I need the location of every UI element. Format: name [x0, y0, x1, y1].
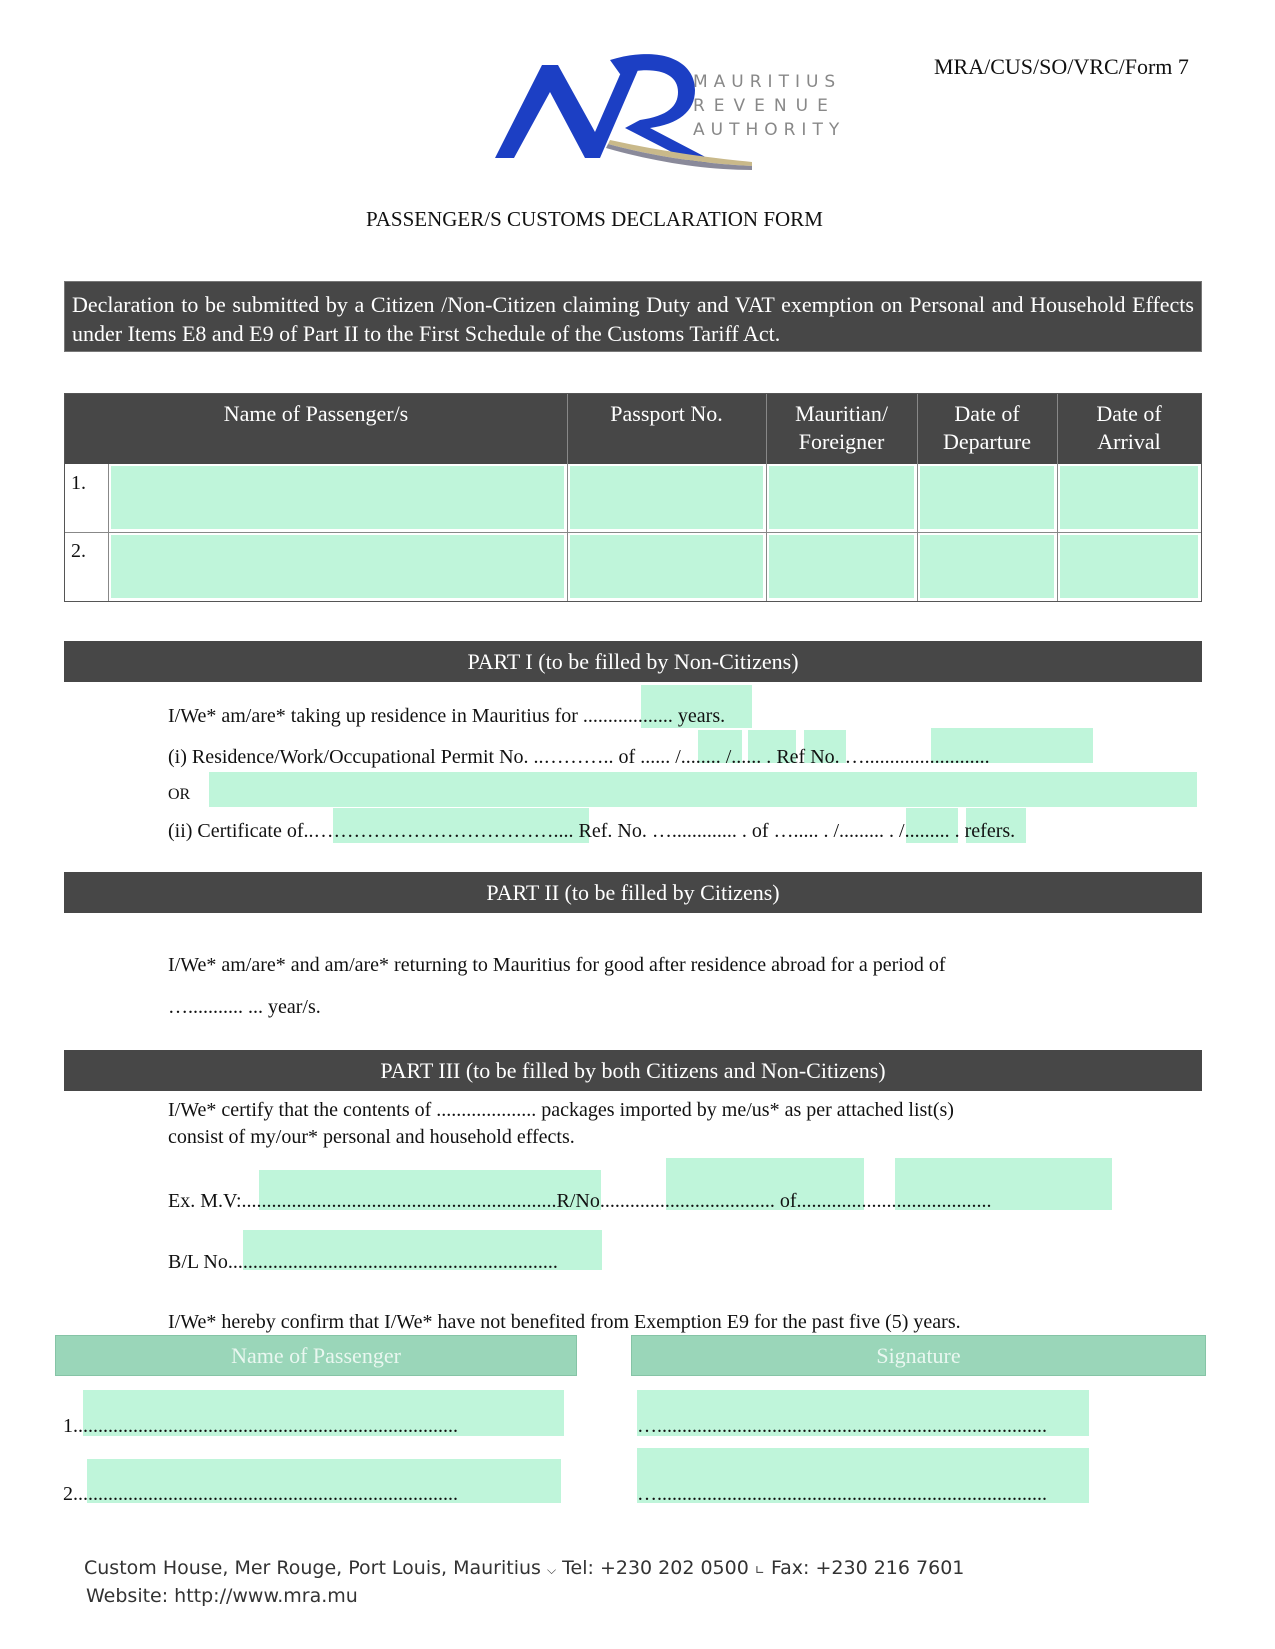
- part3-line1: I/We* certify that the contents of .................... packages imported by me/us* as per attached list(s): [168, 1099, 954, 1121]
- column-divider: [917, 394, 918, 601]
- part1-line3: (ii) Certificate of..……………………………….... Ref. No. …............. . of …..... . /......... . /......... . refers.: [168, 820, 1016, 842]
- or-label: OR: [168, 786, 191, 803]
- header-nationality: Mauritian/ Foreigner: [766, 394, 917, 464]
- form-reference: MRA/CUS/SO/VRC/Form 7: [934, 54, 1189, 79]
- header-name: Name of Passenger/s: [65, 394, 567, 464]
- header-passport: Passport No.: [567, 394, 766, 464]
- row-divider: [65, 532, 1201, 533]
- part2-line1: I/We* am/are* and am/are* returning to Mauritius for good after residence abroad for a period of: [168, 954, 946, 976]
- passenger-1-passport-field[interactable]: [570, 466, 763, 529]
- intro-declaration: [64, 281, 1202, 352]
- signature-name-1-line: 1.............................................................................: [63, 1415, 458, 1437]
- passenger-2-arrival-field[interactable]: [1060, 535, 1198, 598]
- footer-website[interactable]: Website: http://www.mra.mu: [86, 1585, 358, 1607]
- passenger-1-nationality-field[interactable]: [769, 466, 914, 529]
- logo-text-revenue: REVENUE: [693, 96, 837, 116]
- column-divider: [766, 394, 767, 601]
- footer-address: Custom House, Mer Rouge, Port Louis, Mauritius: [84, 1557, 541, 1579]
- header-arrival: Date of Arrival: [1057, 394, 1201, 464]
- page-title: PASSENGER/S CUSTOMS DECLARATION FORM: [366, 207, 823, 231]
- passenger-1-departure-field[interactable]: [920, 466, 1054, 529]
- part3-header: PART III (to be filled by both Citizens and Non-Citizens): [64, 1050, 1202, 1091]
- signature-table-signature-header: Signature: [631, 1335, 1206, 1376]
- or-field[interactable]: [209, 772, 1197, 807]
- row-number-1: 1.: [71, 472, 86, 494]
- part1-header: PART I (to be filled by Non-Citizens): [64, 641, 1202, 682]
- part3-bl-line: B/L No..................................................................: [168, 1251, 558, 1273]
- passenger-2-nationality-field[interactable]: [769, 535, 914, 598]
- passenger-1-arrival-field[interactable]: [1060, 466, 1198, 529]
- footer-contact: [84, 1557, 964, 1579]
- passenger-2-name-field[interactable]: [111, 535, 564, 598]
- part3-confirm: I/We* hereby confirm that I/We* have not benefited from Exemption E9 for the past five (5) years.: [168, 1311, 961, 1333]
- passenger-2-departure-field[interactable]: [920, 535, 1054, 598]
- intro-text: Declaration to be submitted by a Citizen /Non-Citizen claiming Duty and VAT exemption on Personal and Household Effects under Items E8 and E9 of Part II to the First Schedule of the Customs Tariff Act.: [72, 292, 1194, 346]
- part2-line2: …........... ... year/s.: [168, 996, 321, 1018]
- column-divider: [1057, 394, 1058, 601]
- row-number-2: 2.: [71, 540, 86, 562]
- part3-line2: consist of my/our* personal and household effects.: [168, 1126, 575, 1148]
- part1-line2: (i) Residence/Work/Occupational Permit No. ..……….. of ...... /........ /...... . Ref No. ….........................: [168, 746, 990, 768]
- header-departure: Date of Departure: [917, 394, 1057, 464]
- footer-tel: Tel: +230 202 0500: [562, 1557, 749, 1579]
- part3-exmv-line: Ex. M.V:...............................................................R/No................................... of.......................................: [168, 1190, 992, 1212]
- logo-text-authority: AUTHORITY: [693, 120, 846, 140]
- signature-2-line: …..............................................................................: [637, 1483, 1047, 1505]
- part2-header: PART II (to be filled by Citizens): [64, 872, 1202, 913]
- passenger-table: [64, 393, 1202, 602]
- signature-name-2-line: 2.............................................................................: [63, 1483, 458, 1505]
- passenger-1-name-field[interactable]: [111, 466, 564, 529]
- signature-table-name-header: Name of Passenger: [55, 1335, 577, 1376]
- footer-fax: Fax: +230 216 7601: [770, 1557, 965, 1579]
- passenger-2-passport-field[interactable]: [570, 535, 763, 598]
- signature-1-line: …..............................................................................: [637, 1415, 1047, 1437]
- bullet-icon: ∟: [754, 1563, 765, 1577]
- mra-logo: [490, 40, 860, 180]
- logo-text-mauritius: MAURITIUS: [693, 72, 842, 92]
- column-divider: [567, 394, 568, 601]
- bullet-icon: ⌵: [547, 1563, 557, 1577]
- part1-line1: I/We* am/are* taking up residence in Mauritius for .................. years.: [168, 705, 726, 727]
